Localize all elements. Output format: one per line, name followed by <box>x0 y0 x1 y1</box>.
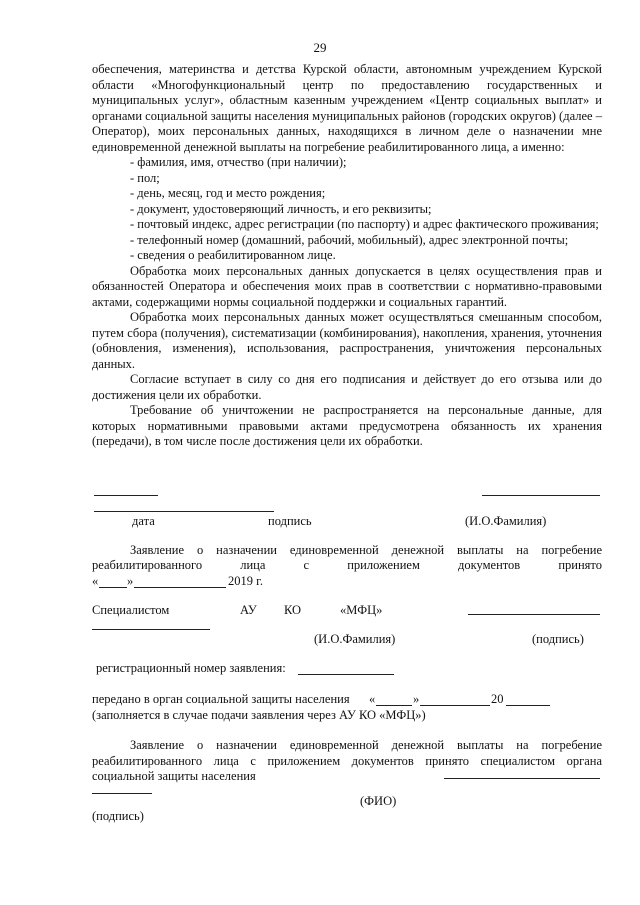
org-ko: КО <box>284 603 302 617</box>
final-signature-label: (подпись) <box>92 809 144 823</box>
paragraph-processing: Обработка моих персональных данных может осуществляться смешанным способом, путем сбора (получения), систематизации (комбинирования), накопления, хранения, уточнения (обновления, изменения), использования, распространения, уничтожения персональных данных. <box>92 310 602 371</box>
word: реабилитированного <box>92 558 203 572</box>
registration-number-line[interactable] <box>298 674 394 675</box>
acceptance-line-2 <box>92 558 602 574</box>
transfer-label: передано в орган социальной защиты населения <box>92 692 350 706</box>
specialist-signature-line[interactable] <box>468 614 600 615</box>
month-field-line[interactable] <box>134 587 226 588</box>
transfer-year-line[interactable] <box>506 705 550 706</box>
acceptance-date-open: « <box>92 574 99 588</box>
list-item: - сведения о реабилитированном лице. <box>130 248 336 262</box>
acceptance-date-mid: » <box>127 574 134 588</box>
transfer-month-line[interactable] <box>420 705 490 706</box>
document-body <box>92 62 602 450</box>
word: документов <box>458 558 521 572</box>
page-number: 29 <box>313 40 327 55</box>
final-specialist-line[interactable] <box>444 778 600 779</box>
date-line-short <box>94 495 158 496</box>
paragraph-operators: обеспечения, материнства и детства Курской области, автономным учреждением Курской области «Многофункциональный центр по предоставлению государственных и муниципальных услуг», областным казенным учреждением «Центр социальных выплат» и органами социальной защиты населения муниципальных районов (городских округов) (далее – Оператор), моих персональных данных, находящихся в личном деле о назначении мне единовременной денежной выплаты на погребение реабилитированного лица, а именно: <box>92 62 602 154</box>
specialist-label: Специалистом <box>92 603 170 617</box>
registration-label: регистрационный номер заявления: <box>96 661 286 675</box>
org-mfc: «МФЦ» <box>340 603 383 617</box>
list-item: - телефонный номер (домашний, рабочий, мобильный), адрес электронной почты; <box>130 232 569 247</box>
list-item: - фамилия, имя, отчество (при наличии); <box>130 155 347 169</box>
transfer-note: (заполняется в случае подачи заявления через АУ КО «МФЦ») <box>92 708 426 722</box>
day-field-line[interactable] <box>99 587 127 588</box>
word: приложением <box>347 558 420 572</box>
name-label: (И.О.Фамилия) <box>465 514 547 528</box>
name-line <box>482 495 600 496</box>
transfer-quote-open: « <box>369 692 376 706</box>
signature-label: подпись <box>268 514 312 528</box>
list-item: - пол; <box>130 170 160 185</box>
final-signature-line[interactable] <box>92 793 152 794</box>
specialist-signature-label: (подпись) <box>532 632 584 646</box>
list-item: - день, месяц, год и место рождения; <box>130 186 326 200</box>
word: принято <box>558 558 602 572</box>
transfer-day-line[interactable] <box>376 705 412 706</box>
paragraph-destruction: Требование об уничтожении не распространяется на персональные данные, для которых нормативными правовыми актами предусмотрена обязанность их хранения (передачи), в том числе после достижения цели их обработки. <box>92 403 602 448</box>
date-signature-line <box>94 511 274 512</box>
final-acceptance-text: Заявление о назначении единовременной денежной выплаты на погребение реабилитированного лица с приложением документов принято специалистом органа социальной защиты населения <box>92 738 602 783</box>
list-item: - почтовый индекс, адрес регистрации (по паспорту) и адрес фактического проживания; <box>130 217 599 231</box>
transfer-year: 20 <box>491 692 504 706</box>
paragraph-consent-validity: Согласие вступает в силу со дня его подписания и действует до его отзыва или до достижения цели их обработки. <box>92 372 602 402</box>
fio-label: (ФИО) <box>360 794 397 808</box>
acceptance-year: 2019 г. <box>228 574 263 588</box>
date-label: дата <box>132 514 155 528</box>
org-au: АУ <box>240 603 257 617</box>
transfer-quote-close: » <box>413 692 420 706</box>
specialist-name-line[interactable] <box>92 629 210 630</box>
specialist-name-label: (И.О.Фамилия) <box>314 632 396 646</box>
word: лица <box>240 558 266 572</box>
acceptance-line-1: Заявление о назначении единовременной денежной выплаты на погребение <box>130 543 602 557</box>
list-item: - документ, удостоверяющий личность, и его реквизиты; <box>130 201 432 216</box>
paragraph-purpose: Обработка моих персональных данных допускается в целях осуществления прав и обязанностей Оператора и обеспечения моих прав в соответствии с нормативно-правовыми актами, содержащими нормы социальной поддержки и социальных гарантий. <box>92 263 602 309</box>
word: с <box>303 558 310 572</box>
